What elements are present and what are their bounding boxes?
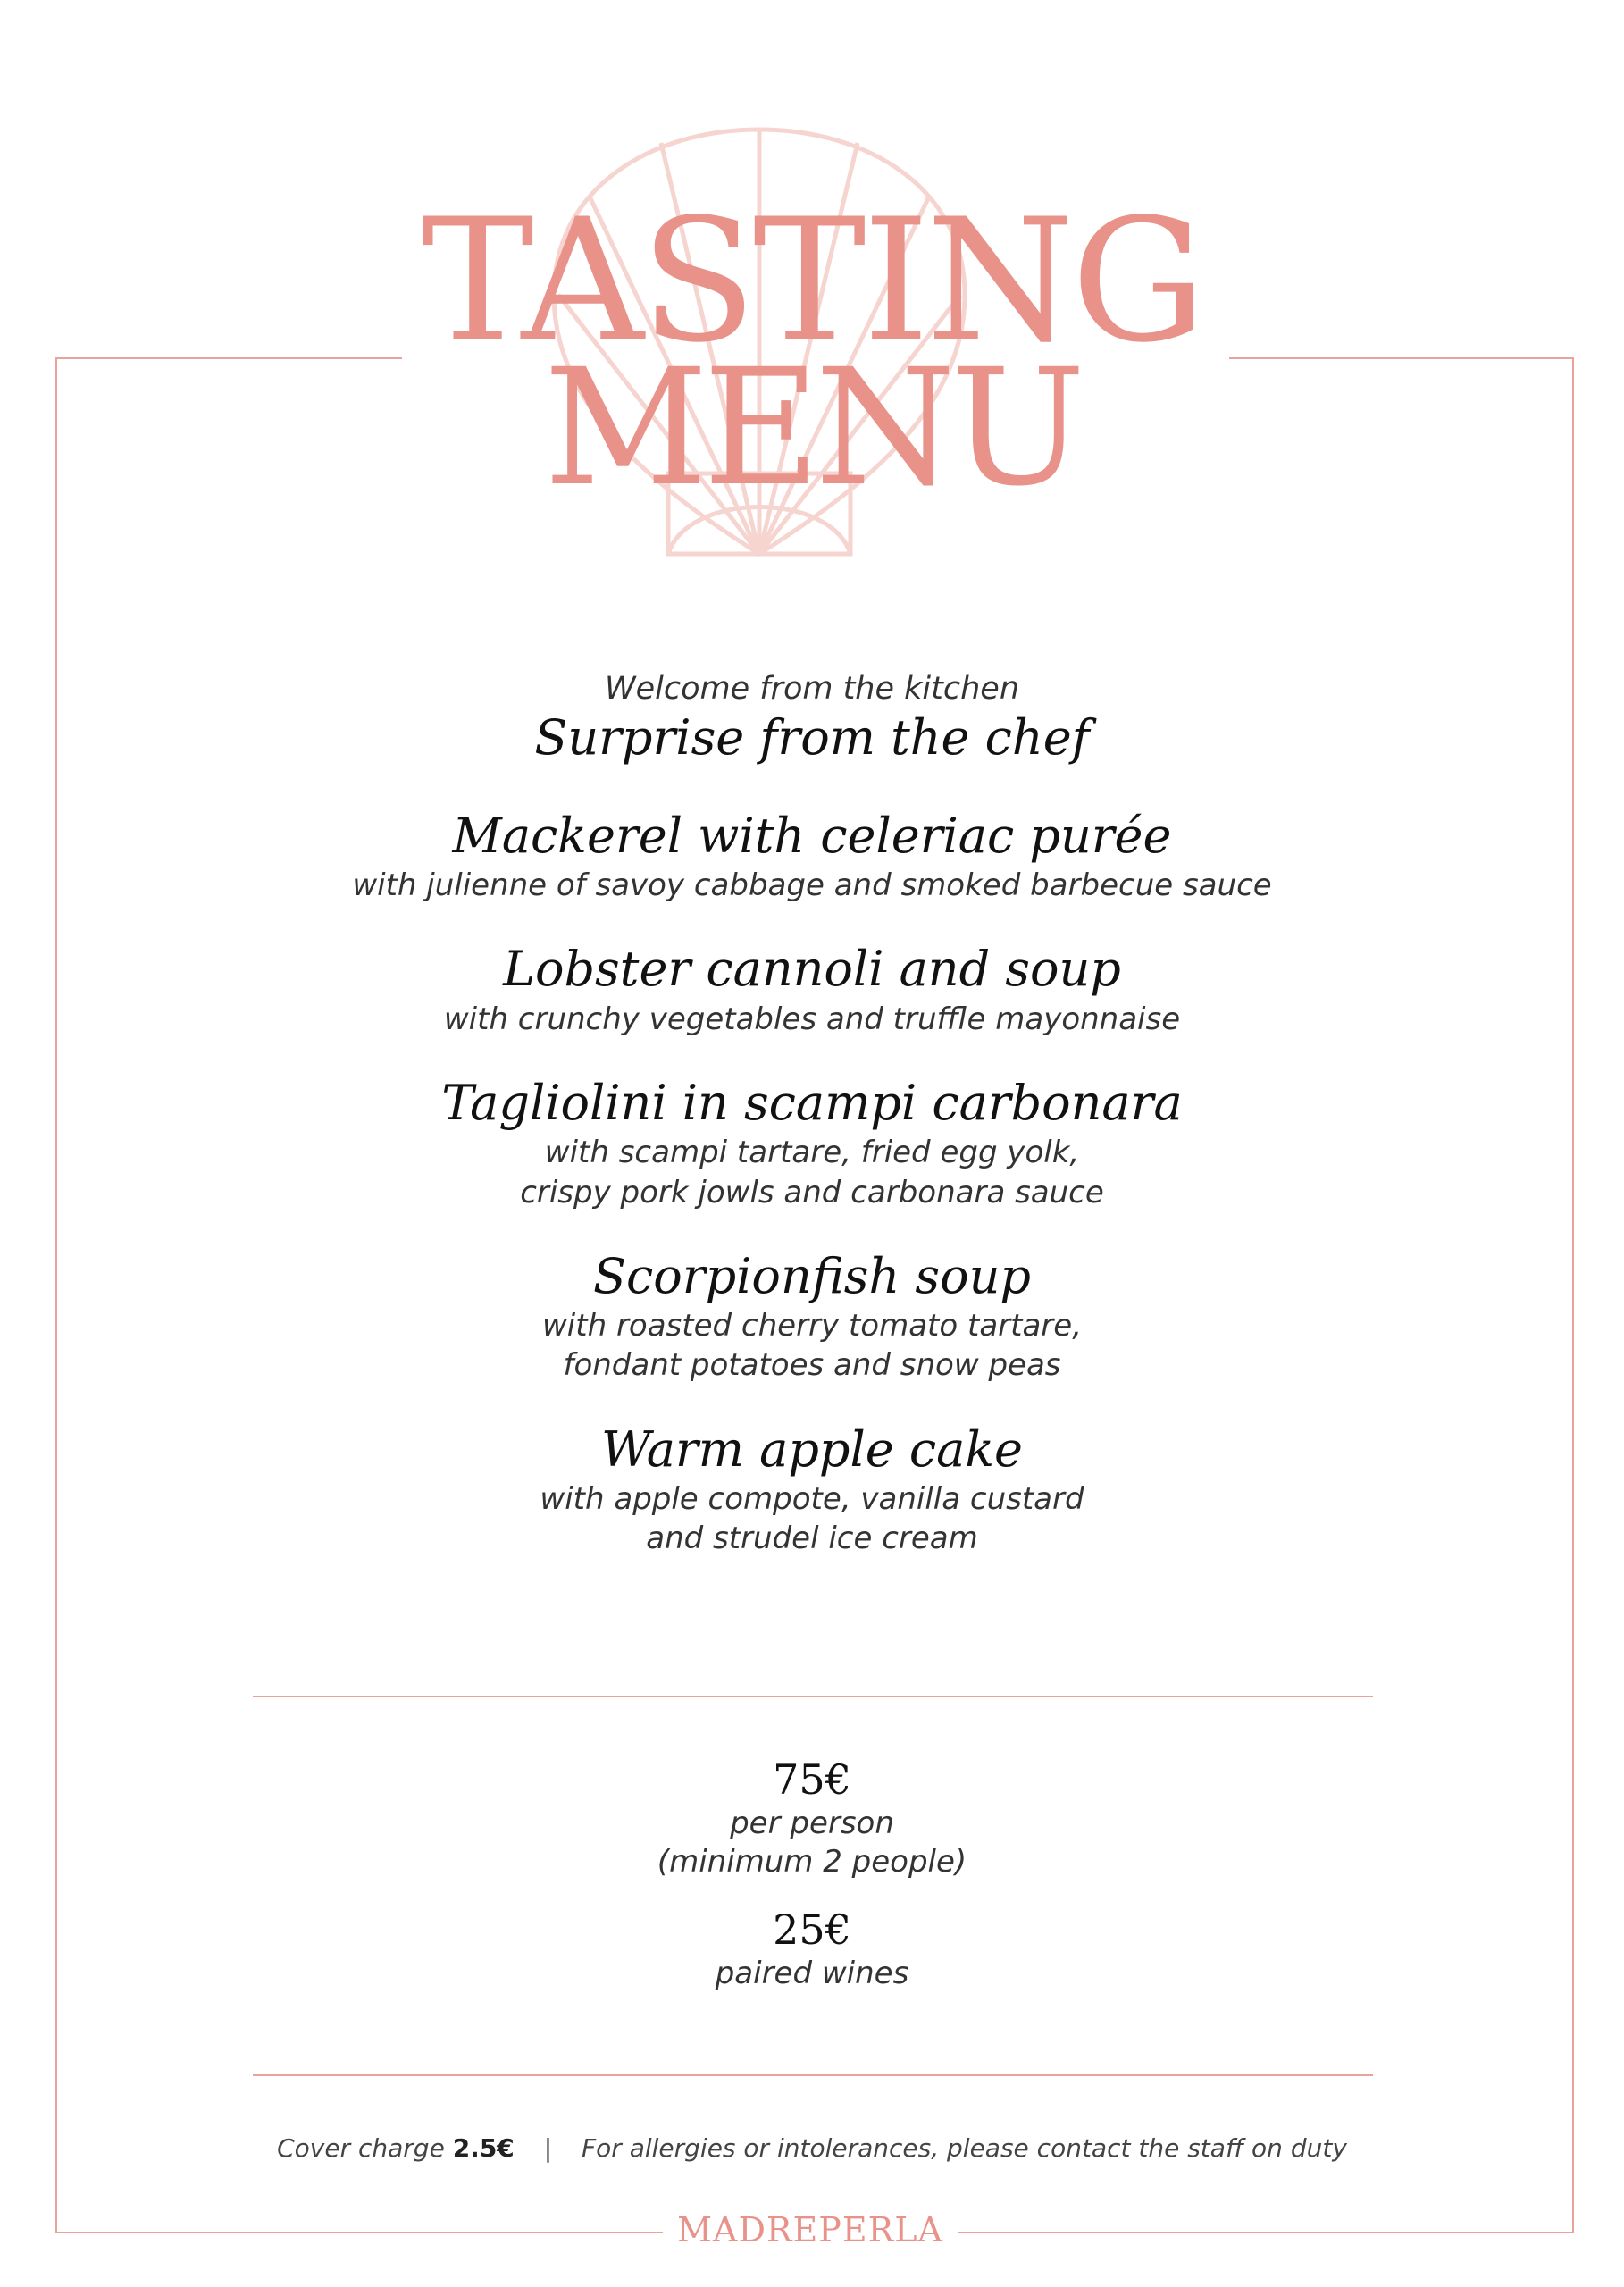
dish-name: Tagliolini in scampi carbonara bbox=[441, 1074, 1183, 1131]
dish-description: with roasted cherry tomato tartare, bbox=[542, 1308, 1082, 1345]
dish-name: Warm apple cake bbox=[600, 1420, 1024, 1478]
brand-logo: MADREPERLA bbox=[663, 2210, 958, 2249]
menu-price-minimum: (minimum 2 people) bbox=[657, 1843, 967, 1880]
frame-bottom-right bbox=[958, 2232, 1574, 2233]
menu-courses bbox=[0, 670, 1624, 1593]
course-welcome bbox=[0, 670, 1624, 768]
course-item bbox=[0, 939, 1624, 1039]
footer-separator: | bbox=[543, 2133, 553, 2163]
dish-name: Scorpionfish soup bbox=[593, 1247, 1031, 1304]
cover-charge-value: 2.5€ bbox=[452, 2133, 515, 2163]
wine-price-note: paired wines bbox=[715, 1956, 909, 1992]
dish-description: with scampi tartare, fried egg yolk, bbox=[544, 1135, 1080, 1171]
course-item bbox=[0, 1073, 1624, 1212]
dish-description: and strudel ice cream bbox=[646, 1520, 978, 1557]
menu-price-note: per person bbox=[730, 1805, 894, 1842]
divider-bottom bbox=[253, 2074, 1373, 2076]
footer-note bbox=[0, 2133, 1624, 2163]
dish-description: with apple compote, vanilla custard bbox=[540, 1481, 1084, 1518]
dish-description: fondant potatoes and snow peas bbox=[563, 1347, 1061, 1384]
welcome-text: Welcome from the kitchen bbox=[604, 671, 1020, 707]
dish-name: Mackerel with celeriac purée bbox=[452, 807, 1172, 864]
course-item bbox=[0, 1420, 1624, 1559]
menu-price-block bbox=[0, 1755, 1624, 1881]
title-line-1: TASTING bbox=[421, 182, 1203, 380]
pricing bbox=[0, 1755, 1624, 2018]
course-item bbox=[0, 806, 1624, 906]
divider-top bbox=[253, 1696, 1373, 1697]
menu-price: 75€ bbox=[773, 1755, 851, 1804]
dish-name: Surprise from the chef bbox=[534, 709, 1090, 766]
dish-description: with crunchy vegetables and truffle mayonnaise bbox=[443, 1001, 1181, 1037]
cover-charge-label: Cover charge bbox=[277, 2133, 445, 2163]
dish-description: crispy pork jowls and carbonara sauce bbox=[520, 1174, 1104, 1211]
wine-price-block bbox=[0, 1906, 1624, 1993]
course-item bbox=[0, 1246, 1624, 1386]
allergy-note: For allergies or intolerances, please contact the staff on duty bbox=[582, 2133, 1347, 2163]
wine-price: 25€ bbox=[773, 1906, 851, 1955]
title-line-2: MENU bbox=[543, 335, 1081, 522]
dish-description: with julienne of savoy cabbage and smoked barbecue sauce bbox=[352, 867, 1272, 903]
frame-bottom-left bbox=[55, 2232, 663, 2233]
dish-name: Lobster cannoli and soup bbox=[503, 941, 1121, 998]
